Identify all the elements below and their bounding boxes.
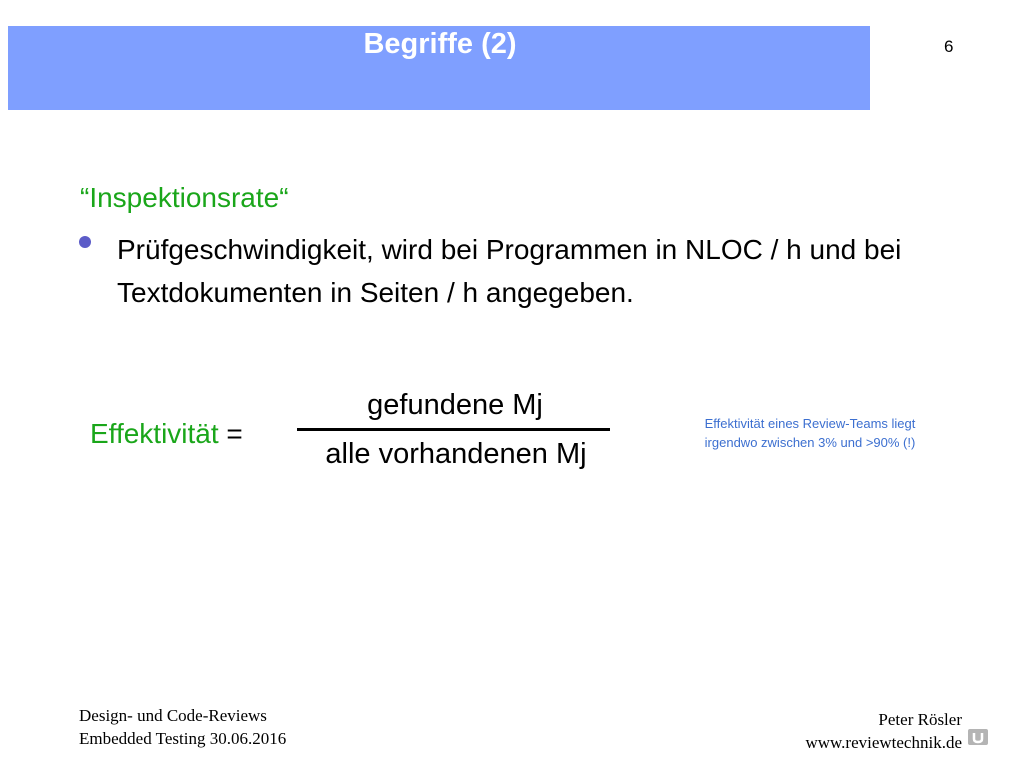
effectivity-term: Effektivität <box>90 418 219 449</box>
effectivity-note <box>680 414 940 452</box>
footer-right <box>805 708 962 754</box>
footer-course: Design- und Code-Reviews <box>79 706 267 725</box>
fraction-denominator: alle vorhandenen Mj <box>325 438 587 470</box>
bullet-text: Prüfgeschwindigkeit, wird bei Programmen in NLOC / h und bei Textdokumenten in Seiten / h angegeben. <box>117 234 902 308</box>
bullet-dot-icon <box>79 236 91 248</box>
fraction-numerator: gefundene Mj <box>367 389 543 421</box>
fraction-line <box>297 428 610 431</box>
footer-left <box>79 704 286 750</box>
footer-website: www.reviewtechnik.de <box>805 733 962 752</box>
term-heading: “Inspektionsrate“ <box>80 182 289 213</box>
reviewtechnik-logo-icon <box>968 729 988 745</box>
slide-title: Begriffe (2) <box>363 28 517 60</box>
footer-event: Embedded Testing 30.06.2016 <box>79 729 287 748</box>
footer-author: Peter Rösler <box>878 710 962 729</box>
note-line-2: irgendwo zwischen 3% und >90% (!) <box>704 435 916 450</box>
page-number: 6 <box>944 37 954 56</box>
formula-label <box>90 418 243 450</box>
equals-sign: = <box>218 418 243 449</box>
note-line-1: Effektivität eines Review-Teams liegt <box>704 416 916 431</box>
